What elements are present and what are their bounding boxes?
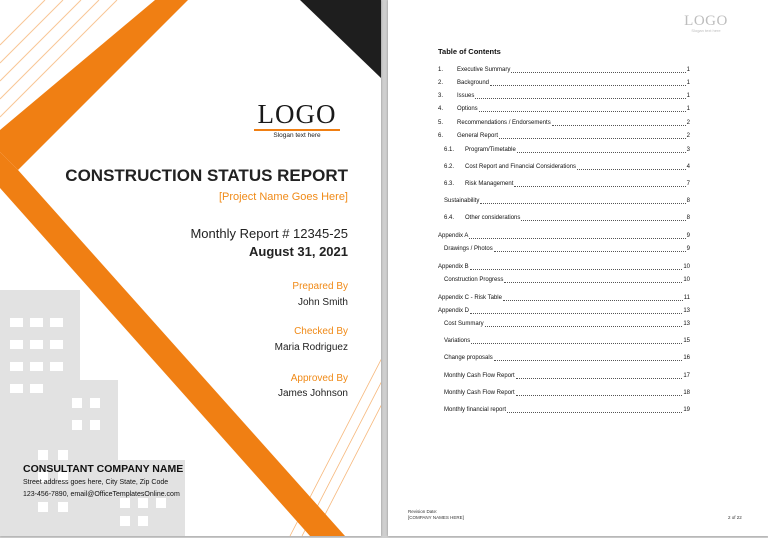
toc-entry-page: 13 <box>683 321 690 327</box>
toc-entry[interactable] <box>444 354 690 363</box>
toc-entry-page: 2 <box>686 133 690 139</box>
toc-heading: Table of Contents <box>438 47 501 56</box>
monthly-report-number: Monthly Report # 12345-25 <box>190 226 348 241</box>
toc-entry-page: 8 <box>686 198 690 204</box>
toc-dot-leader <box>470 269 683 270</box>
toc-entry-title: Cost Report and Financial Considerations <box>465 164 577 170</box>
checked-by-label: Checked By <box>294 326 348 337</box>
toc-entry-number: 5. <box>438 120 444 126</box>
toc-entry[interactable] <box>444 163 690 172</box>
toc-entry-page: 2 <box>686 120 690 126</box>
toc-entry-title: Change proposals <box>444 355 493 361</box>
toc-logo-slogan: Slogan text here <box>691 28 721 33</box>
toc-entry[interactable] <box>438 307 690 316</box>
toc-entry-title: Other considerations <box>465 215 521 221</box>
toc-entry-title: Executive Summary <box>457 67 511 73</box>
toc-entry[interactable] <box>438 105 690 114</box>
toc-entry[interactable] <box>444 180 690 189</box>
toc-entry-page: 8 <box>686 215 690 221</box>
cover-logo <box>252 100 342 139</box>
toc-entry-title: Appendix B <box>438 264 469 270</box>
toc-dot-leader <box>517 152 686 153</box>
toc-entry-title: Variations <box>444 338 471 344</box>
toc-entry[interactable] <box>438 132 690 141</box>
toc-dot-leader <box>516 378 683 379</box>
toc-entry-number: 6.2. <box>444 164 455 170</box>
toc-entry[interactable] <box>444 320 690 329</box>
toc-entry[interactable] <box>444 245 690 254</box>
toc-dot-leader <box>516 395 683 396</box>
toc-entry-number: 6.3. <box>444 181 455 187</box>
cover-graphics <box>0 0 381 536</box>
toc-entry-title: Appendix D <box>438 308 470 314</box>
orange-band-upper <box>0 0 188 170</box>
toc-entry-page: 4 <box>686 164 690 170</box>
dark-corner <box>300 0 381 78</box>
toc-entry-page: 13 <box>683 308 690 314</box>
toc-entry-number: 6.1. <box>444 147 455 153</box>
toc-entry-page: 19 <box>683 407 690 413</box>
toc-entry-page: 15 <box>683 338 690 344</box>
toc-entry-number: 3. <box>438 93 444 99</box>
toc-entry-page: 17 <box>683 373 690 379</box>
toc-entry[interactable] <box>444 146 690 155</box>
toc-entry[interactable] <box>438 66 690 75</box>
toc-entry-number: 4. <box>438 106 444 112</box>
toc-logo-text: LOGO <box>684 13 728 29</box>
toc-entry[interactable] <box>438 79 690 88</box>
toc-dot-leader <box>469 238 685 239</box>
toc-entry-page: 9 <box>686 233 690 239</box>
toc-entry-title: Program/Timetable <box>465 147 516 153</box>
approved-by-name: James Johnson <box>277 388 348 399</box>
toc-entry-page: 1 <box>686 106 690 112</box>
toc-entry-title: Appendix A <box>438 233 469 239</box>
toc-entry-title: Drawings / Photos <box>444 246 493 252</box>
toc-dot-leader <box>494 251 686 252</box>
footer-company-names: [COMPANY NAMES HERE] <box>408 515 464 520</box>
toc-entry-page: 7 <box>686 181 690 187</box>
toc-logo <box>684 14 728 33</box>
toc-entry-title: Appendix C - Risk Table <box>438 295 502 301</box>
toc-entry[interactable] <box>444 197 690 206</box>
toc-dot-leader <box>490 85 686 86</box>
cover-page <box>0 0 381 536</box>
toc-entry-page: 3 <box>686 147 690 153</box>
toc-entry-number: 6. <box>438 133 444 139</box>
toc-dot-leader <box>511 72 685 73</box>
toc-dot-leader <box>494 360 683 361</box>
toc-entry-title: Options <box>457 106 478 112</box>
toc-entry-page: 9 <box>686 246 690 252</box>
toc-entry-title: Sustainability <box>444 198 480 204</box>
toc-entry-title: Recommendations / Endorsements <box>457 120 551 126</box>
prepared-by-name: John Smith <box>297 297 348 308</box>
toc-entry-page: 10 <box>683 277 690 283</box>
logo-slogan: Slogan text here <box>273 132 321 139</box>
toc-entry[interactable] <box>444 214 690 223</box>
toc-entry-page: 1 <box>686 67 690 73</box>
report-title: CONSTRUCTION STATUS REPORT <box>65 166 348 185</box>
toc-dot-leader <box>577 169 686 170</box>
toc-page <box>388 0 768 536</box>
toc-entry-page: 11 <box>683 295 690 301</box>
toc-entry-page: 1 <box>686 80 690 86</box>
project-name: [Project Name Goes Here] <box>219 191 348 203</box>
toc-entry[interactable] <box>444 372 690 381</box>
toc-entry[interactable] <box>444 406 690 415</box>
toc-entry-page: 1 <box>686 93 690 99</box>
toc-entry-title: Cost Summary <box>444 321 484 327</box>
prepared-by-label: Prepared By <box>292 281 348 292</box>
report-date: August 31, 2021 <box>249 244 348 259</box>
toc-dot-leader <box>485 326 683 327</box>
toc-dot-leader <box>499 138 686 139</box>
toc-entry-title: Background <box>457 80 490 86</box>
checked-by-name: Maria Rodriguez <box>274 342 348 353</box>
toc-entry[interactable] <box>438 294 690 303</box>
toc-entry[interactable] <box>444 389 690 398</box>
toc-dot-leader <box>471 343 682 344</box>
toc-entry-title: Monthly financial report <box>444 407 507 413</box>
toc-entry-title: General Report <box>457 133 499 139</box>
toc-entry-number: 1. <box>438 67 444 73</box>
toc-dot-leader <box>552 125 686 126</box>
toc-entry[interactable] <box>438 232 690 241</box>
logo-underline <box>254 129 340 131</box>
toc-entry[interactable] <box>438 263 690 272</box>
footer-revision-date: Revision Date: <box>408 509 438 514</box>
toc-dot-leader <box>521 220 685 221</box>
toc-entry-number: 6.4. <box>444 215 455 221</box>
toc-entry[interactable] <box>444 276 690 285</box>
toc-dot-leader <box>503 300 683 301</box>
toc-dot-leader <box>514 186 685 187</box>
toc-entry-page: 18 <box>683 390 690 396</box>
contact-line: 123-456-7890, email@OfficeTemplatesOnline.com <box>23 491 180 498</box>
toc-dot-leader <box>480 203 685 204</box>
toc-entry[interactable] <box>438 119 690 128</box>
toc-entry-title: Construction Progress <box>444 277 504 283</box>
toc-dot-leader <box>507 412 682 413</box>
toc-dot-leader <box>504 282 682 283</box>
toc-entry[interactable] <box>438 92 690 101</box>
consultant-company-name: CONSULTANT COMPANY NAME <box>23 463 184 475</box>
toc-dot-leader <box>470 313 682 314</box>
toc-entry[interactable] <box>444 337 690 346</box>
footer-page-number: 2 of 22 <box>728 515 742 520</box>
approved-by-label: Approved By <box>290 373 348 384</box>
toc-entry-page: 16 <box>683 355 690 361</box>
toc-dot-leader <box>479 111 686 112</box>
toc-entry-page: 10 <box>683 264 690 270</box>
toc-entry-number: 2. <box>438 80 444 86</box>
toc-dot-leader <box>475 98 685 99</box>
toc-entry-title: Issues <box>457 93 475 99</box>
logo-text: LOGO <box>257 99 337 129</box>
toc-entry-title: Risk Management <box>465 181 514 187</box>
toc-entry-title: Monthly Cash Flow Report <box>444 390 515 396</box>
street-address: Street address goes here, City State, Zip Code <box>23 479 169 486</box>
toc-entry-title: Monthly Cash Flow Report <box>444 373 515 379</box>
